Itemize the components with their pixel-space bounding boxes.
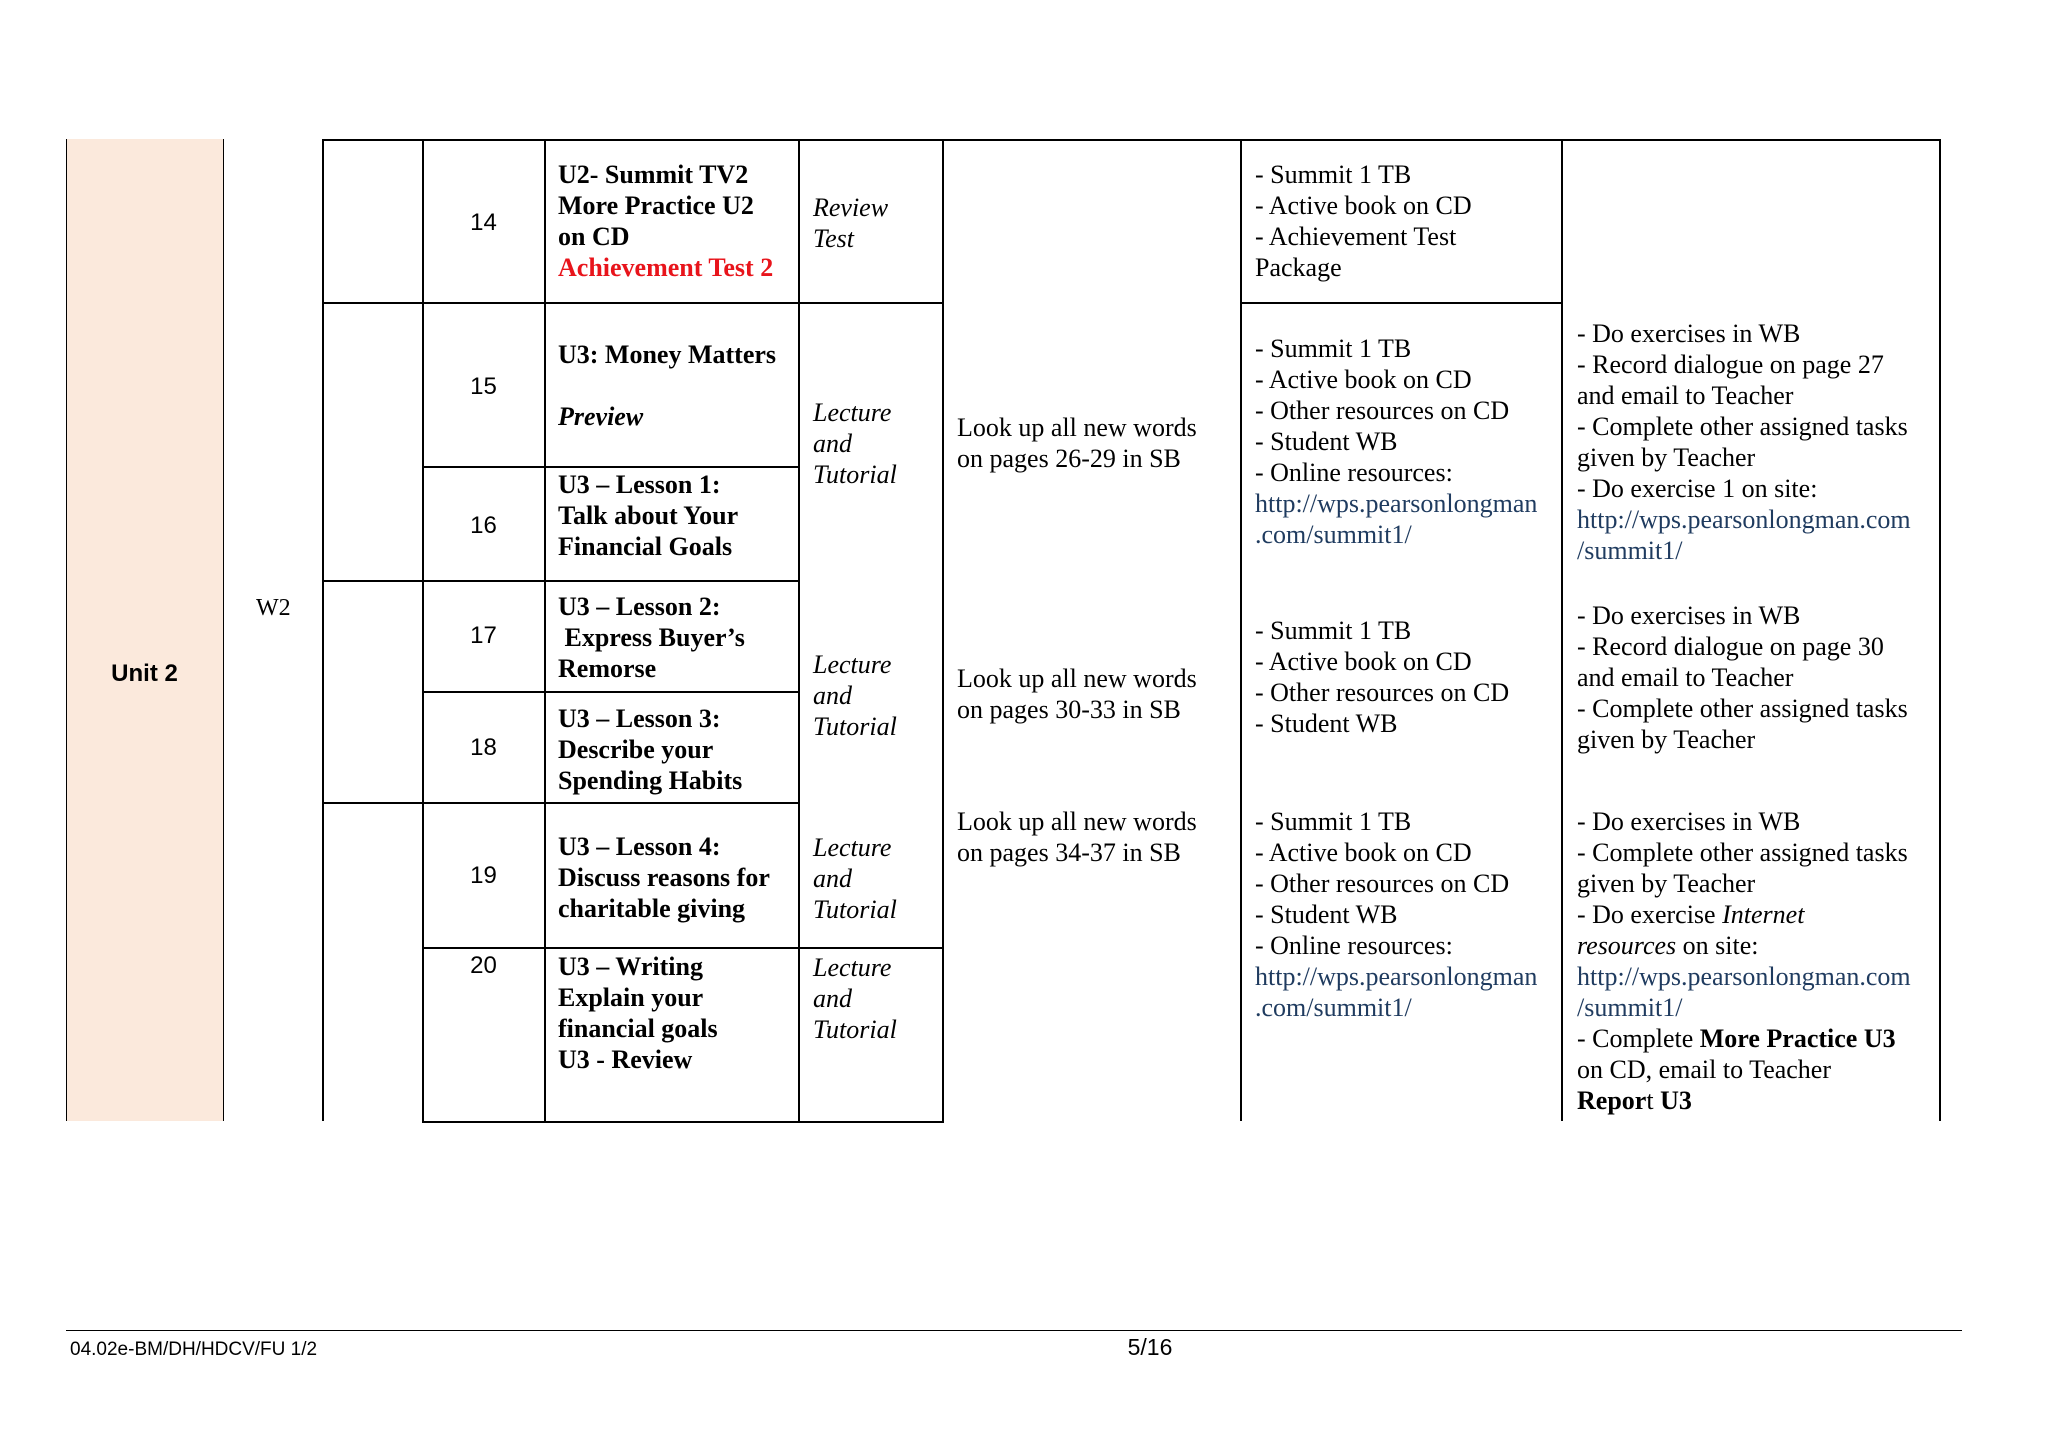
homework-text-italic: Internet — [1722, 900, 1805, 929]
prep-cell-a — [957, 412, 1197, 474]
resources-cell-b — [1255, 333, 1537, 550]
homework-line: - Do exercise 1 on site: — [1577, 474, 1818, 503]
row-number: 14 — [470, 209, 497, 236]
homework-cell-c — [1577, 806, 1911, 1116]
lesson-line: More Practice U2 — [558, 191, 754, 220]
homework-line: - Do exercises in WB — [1577, 319, 1801, 348]
lesson-line: U3 – Lesson 2: — [558, 592, 721, 621]
footer-code: 04.02e-BM/DH/HDCV/FU 1/2 — [70, 1339, 318, 1360]
prep-line: Look up all new words — [957, 664, 1197, 693]
prep-line: on pages 26-29 in SB — [957, 444, 1181, 473]
homework-line: - Do exercises in WB — [1577, 601, 1801, 630]
lesson-line: charitable giving — [558, 894, 746, 923]
lesson-cell-17 — [558, 591, 745, 684]
resource-line: - Achievement Test — [1255, 222, 1457, 251]
resources-cell-c — [1255, 615, 1509, 739]
resource-line: - Summit 1 TB — [1255, 334, 1412, 363]
prep-line: on pages 30-33 in SB — [957, 695, 1181, 724]
prep-line: on pages 34-37 in SB — [957, 838, 1181, 867]
row-number: 16 — [470, 512, 497, 539]
prep-cell-c — [957, 806, 1197, 868]
method-line: Tutorial — [813, 1015, 897, 1044]
method-line: Tutorial — [813, 712, 897, 741]
homework-line: - Record dialogue on page 30 — [1577, 632, 1884, 661]
method-line: Lecture — [813, 953, 892, 982]
lesson-line: U3 – Lesson 1: — [558, 470, 721, 499]
lesson-title-15: U3: Money Matters — [558, 340, 777, 369]
prep-cell-b — [957, 663, 1197, 725]
lesson-line: Remorse — [558, 654, 657, 683]
week-label: W2 — [256, 595, 291, 621]
homework-text: - Do exercise — [1577, 900, 1723, 929]
lesson-cell-16 — [558, 469, 738, 562]
resource-line: - Summit 1 TB — [1255, 160, 1412, 189]
resource-line: Package — [1255, 253, 1342, 282]
homework-link[interactable]: http://wps.pearsonlongman.com — [1577, 505, 1911, 534]
homework-line: given by Teacher — [1577, 869, 1756, 898]
homework-line — [1577, 1085, 1911, 1116]
method-cell-d — [813, 952, 897, 1045]
homework-line: and email to Teacher — [1577, 381, 1794, 410]
unit-column — [66, 139, 223, 1121]
resource-link[interactable]: http://wps.pearsonlongman — [1255, 962, 1538, 991]
homework-text-bold: More Practice U3 — [1699, 1024, 1896, 1053]
homework-line: - Record dialogue on page 27 — [1577, 350, 1884, 379]
method-line: and — [813, 681, 852, 710]
homework-link[interactable]: /summit1/ — [1577, 536, 1683, 565]
method-line: and — [813, 864, 852, 893]
lesson-line: Discuss reasons for — [558, 863, 770, 892]
homework-line: - Complete other assigned tasks — [1577, 412, 1908, 441]
resource-line: - Other resources on CD — [1255, 396, 1510, 425]
homework-text-bold: U3 — [1653, 1086, 1692, 1115]
resource-link[interactable]: http://wps.pearsonlongman — [1255, 489, 1538, 518]
lesson-line: U3 – Writing — [558, 952, 703, 981]
homework-cell-b — [1577, 600, 1908, 755]
lesson-line: U3 – Lesson 3: — [558, 704, 721, 733]
homework-line: given by Teacher — [1577, 725, 1756, 754]
method-line: Lecture — [813, 398, 892, 427]
lesson-line: U2- Summit TV2 — [558, 160, 749, 189]
row-number: 15 — [470, 373, 497, 400]
lesson-line: Spending Habits — [558, 766, 743, 795]
resource-line: - Active book on CD — [1255, 365, 1472, 394]
resource-line: - Active book on CD — [1255, 191, 1472, 220]
method-line: and — [813, 429, 852, 458]
homework-line — [1577, 899, 1911, 930]
homework-link[interactable]: /summit1/ — [1577, 993, 1683, 1022]
resource-line: - Other resources on CD — [1255, 678, 1510, 707]
footer-rule — [66, 1330, 1962, 1331]
method-line: Tutorial — [813, 460, 897, 489]
method-cell-c — [813, 832, 897, 925]
row-number: 19 — [470, 862, 497, 889]
lesson-cell-19 — [558, 831, 770, 924]
lesson-line: Talk about Your — [558, 501, 739, 530]
homework-line: - Complete other assigned tasks — [1577, 838, 1908, 867]
method-line: Tutorial — [813, 895, 897, 924]
resources-cell-d — [1255, 806, 1537, 1023]
prep-line: Look up all new words — [957, 807, 1197, 836]
lesson-line: Financial Goals — [558, 532, 733, 561]
lesson-line-highlight: Achievement Test 2 — [558, 253, 774, 282]
resource-link[interactable]: .com/summit1/ — [1255, 520, 1412, 549]
resource-line: - Active book on CD — [1255, 647, 1472, 676]
homework-line: on CD, email to Teacher — [1577, 1055, 1832, 1084]
homework-line — [1577, 930, 1911, 961]
resource-line: - Online resources: — [1255, 931, 1453, 960]
lesson-line: on CD — [558, 222, 630, 251]
homework-text: - Complete — [1577, 1024, 1700, 1053]
lesson-line: Describe your — [558, 735, 714, 764]
method-line: Lecture — [813, 833, 892, 862]
resource-line: - Student WB — [1255, 427, 1398, 456]
prep-line: Look up all new words — [957, 413, 1197, 442]
resource-line: - Online resources: — [1255, 458, 1453, 487]
page-number: 5/16 — [1127, 1334, 1173, 1360]
resource-line: - Summit 1 TB — [1255, 616, 1412, 645]
lesson-line: U3 – Lesson 4: — [558, 832, 721, 861]
unit-label: Unit 2 — [111, 660, 178, 687]
lesson-line: Explain your — [558, 983, 704, 1012]
homework-text: on site: — [1676, 931, 1759, 960]
lesson-line: financial goals — [558, 1014, 718, 1043]
homework-line: given by Teacher — [1577, 443, 1756, 472]
resource-line: - Other resources on CD — [1255, 869, 1510, 898]
lesson-cell-18 — [558, 703, 742, 796]
method-line: Lecture — [813, 650, 892, 679]
resource-line: - Student WB — [1255, 709, 1398, 738]
method-cell-review — [813, 192, 888, 254]
method-line: Test — [813, 224, 854, 253]
row-number: 17 — [470, 622, 497, 649]
lesson-cell-14 — [558, 159, 773, 283]
method-cell-b — [813, 649, 897, 742]
homework-cell-a — [1577, 318, 1911, 566]
homework-line: - Complete other assigned tasks — [1577, 694, 1908, 723]
lesson-line: Express Buyer’s — [558, 623, 745, 652]
resource-line: - Summit 1 TB — [1255, 807, 1412, 836]
resource-line: - Student WB — [1255, 900, 1398, 929]
homework-text: t — [1646, 1086, 1654, 1115]
homework-line: - Do exercises in WB — [1577, 807, 1801, 836]
homework-line: and email to Teacher — [1577, 663, 1794, 692]
resources-cell-a — [1255, 159, 1472, 283]
homework-link[interactable]: http://wps.pearsonlongman.com — [1577, 962, 1911, 991]
resource-link[interactable]: .com/summit1/ — [1255, 993, 1412, 1022]
resource-line: - Active book on CD — [1255, 838, 1472, 867]
method-line: Review — [813, 193, 889, 222]
method-line: and — [813, 984, 852, 1013]
method-cell-a — [813, 397, 897, 490]
homework-text-bold: Repor — [1577, 1086, 1647, 1115]
homework-text-italic: resources — [1577, 931, 1677, 960]
homework-line — [1577, 1023, 1911, 1054]
row-number: 20 — [470, 952, 497, 979]
row-number: 18 — [470, 734, 497, 761]
lesson-subtitle-15: Preview — [558, 402, 644, 431]
lesson-line: U3 - Review — [558, 1045, 693, 1074]
lesson-cell-20 — [558, 951, 718, 1075]
